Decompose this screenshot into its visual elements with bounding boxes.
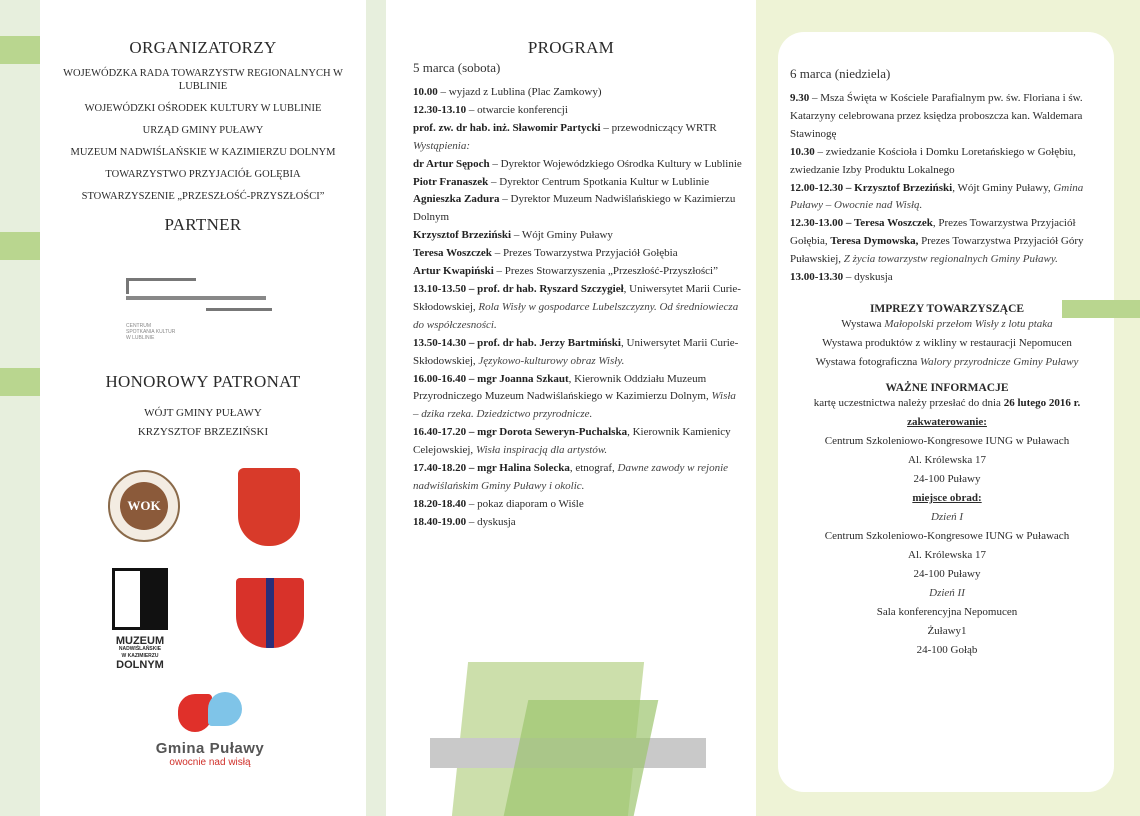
text-segment: 9.30 [790,92,810,104]
day1-heading: 5 marca (sobota) [413,60,501,75]
decor-shape [504,700,659,816]
text-segment: , Kierownik Oddziału Muzeum Przyrodniczego Muzeum Nadwiślańskiego w Kazimierzu Dolnym, [413,372,712,403]
lodging-address [790,432,1104,489]
lodging-title: zakwaterowanie: [907,415,987,428]
program-item [413,424,742,460]
address-line: 24-100 Gołąb [916,643,978,656]
program-item [413,191,742,227]
text-segment: – Dyrektor Muzeum Nadwiślańskiego w Kazimierzu Dolnym [413,193,736,224]
text-segment: 16.40-17.20 – mgr Dorota Seweryn-Puchalska [413,426,628,439]
partner-title: PARTNER [164,215,242,234]
gmina-logo-text: Gmina Puławy [155,740,265,757]
text-segment: – Dyrektor Wojewódzkiego Ośrodka Kultury w Lublinie [489,157,742,170]
info-card [778,32,1114,792]
venue-title: miejsce obrad: [912,491,982,504]
events-title-row [790,303,1104,315]
program-item [413,281,742,335]
program-item [790,90,1104,144]
text-segment: Językowo-kulturowy obraz Wisły. [478,354,625,367]
program-list [413,84,742,532]
address-line: 24-100 Puławy [913,567,981,580]
patron-line: WÓJT GMINY PUŁAWY [144,407,262,419]
text-segment: , Kierownik Kamienicy Celejowskiej, [413,426,731,457]
text-segment: 17.40-18.20 – mgr Halina Solecka [413,462,570,475]
pulawy-coat-of-arms [236,578,304,648]
address-line: Al. Królewska 17 [908,453,986,466]
gmina-slogan: owocnie nad wisłą [169,757,251,768]
text-segment: 16.00-16.40 – mgr Joanna Szkaut [413,372,569,385]
event-item [790,315,1104,334]
text-segment: Prezes Towarzystwa Przyjaciół Góry Puławskiej, [790,235,1084,266]
muzeum-logo-text: DOLNYM [116,659,164,671]
text-segment: – zwiedzanie Kościoła i Domku Loretańskiego w Gołębiu, zwiedzanie Izby Produktu Lokalnego [790,145,1076,176]
text-segment: Wystąpienia: [413,139,471,152]
patron-line: KRZYSZTOF BRZEZIŃSKI [137,426,269,438]
program-item [413,138,742,156]
text-segment: Wystawa [841,317,885,330]
text-segment: 26 lutego 2016 r. [1003,396,1081,409]
text-segment: dr Artur Sępoch [413,157,490,170]
program-item [413,84,742,102]
wok-logo-text: WOK [120,482,168,530]
text-segment: – Prezes Stowarzyszenia „Przeszłość-Przyszłości” [493,265,718,278]
info-title: WAŻNE INFORMACJE [885,381,1009,394]
muzeum-logo [112,568,168,630]
text-segment: , Uniwersytet Marii Curie-Skłodowskiej, [413,336,739,367]
text-segment: 13.50-14.30 – prof. dr hab. Jerzy Bartmiński [413,336,621,349]
text-segment: Teresa Woszczek [413,247,492,260]
organizer: STOWARZYSZENIE „PRZESZŁOŚĆ-PRZYSZŁOŚCI” [81,191,325,202]
csk-logo [126,278,276,354]
program-item [413,227,742,245]
address-line: 24-100 Puławy [913,472,981,485]
text-segment: kartę uczestnictwa należy przesłać do dnia [813,396,1004,409]
text-segment: 13.00-13.30 [790,271,844,284]
address-line: Żuławy1 [927,624,967,637]
info-text [790,394,1104,413]
event-item [790,334,1104,353]
events-list [790,315,1104,372]
gmina-logo-red [178,694,212,732]
program-item [413,156,742,174]
text-segment: Wystawa produktów z wikliny w restauracji Nepomucen [822,336,1072,349]
left-panel [40,0,366,816]
program-item [413,120,742,138]
text-segment: Rola Wisły w gospodarce Lubelszczyzny. Od średniowiecza do współczesności. [413,300,739,331]
text-segment: – dyskusja [466,515,516,528]
text-segment: 13.10-13.50 – prof. dr hab. Ryszard Szczygieł [413,282,624,295]
event-item [790,353,1104,372]
venue1-address [790,527,1104,584]
organizer: WOJEWÓDZKA RADA TOWARZYSTW REGIONALNYCH W LUBLINIE [63,68,343,92]
program-title: PROGRAM [527,38,615,57]
text-segment: , Wójt Gminy Puławy, [952,181,1054,194]
text-segment: Gmina Puławy – Owocnie nad Wisłą. [790,181,1084,212]
wok-logo [108,470,180,542]
text-segment: 18.40-19.00 [413,515,467,528]
text-segment: 10.30 [790,145,815,158]
program-item [413,102,742,120]
venue-day2: Dzień II [929,586,965,599]
csk-logo-text: CENTRUM SPOTKANIA KULTUR W LUBLINIE [126,323,176,341]
text-segment: – pokaz diaporam o Wiśle [466,497,584,510]
program-item [413,514,742,532]
text-segment: Małopolski przełom Wisły z lotu ptaka [884,317,1053,330]
events-title: IMPREZY TOWARZYSZĄCE [869,302,1025,315]
muzeum-logo-text: MUZEUM [115,635,165,647]
gmina-logo-blue [208,692,242,726]
text-segment: – wyjazd z Lublina (Plac Zamkowy) [437,86,602,98]
text-segment: – dyskusja [843,271,893,284]
organizer: MUZEUM NADWIŚLAŃSKIE W KAZIMIERZU DOLNYM [70,147,336,158]
text-segment: – przewodniczący WRTR [600,121,717,134]
text-segment: Wisła – dzika rzeka. Dziedzictwo przyrodnicze. [413,390,736,421]
program-item [413,174,742,192]
decor-tab [1062,300,1140,318]
text-segment: – Prezes Towarzystwa Przyjaciół Gołębia [491,247,678,260]
text-segment: Artur Kwapiński [413,265,494,278]
program-list [790,90,1104,287]
program-item [790,180,1104,216]
text-segment: 12.30-13.10 [413,103,467,116]
program-item [790,215,1104,269]
text-segment: 12.30-13.00 – Teresa Woszczek [790,217,933,230]
organizers-title: ORGANIZATORZY [129,38,277,57]
venue2-address [790,603,1104,660]
address-line: Centrum Szkoleniowo-Kongresowe IUNG w Puławach [824,529,1070,542]
program-item [413,460,742,496]
text-segment: prof. zw. dr hab. inż. Sławomir Partycki [413,121,601,134]
program-item [413,263,742,281]
address-line: Al. Królewska 17 [908,548,986,561]
muzeum-logo-text: NADWIŚLAŃSKIE [118,646,162,652]
program-item [413,371,742,425]
text-segment: – otwarcie konferencji [466,103,568,116]
text-segment: – Wójt Gminy Puławy [511,229,613,242]
organizer: URZĄD GMINY PUŁAWY [142,125,264,136]
organizer: WOJEWÓDZKI OŚRODEK KULTURY W LUBLINIE [84,103,322,114]
address-line: Sala konferencyjna Nepomucen [876,605,1018,618]
text-segment: , Uniwersytet Marii Curie-Skłodowskiej, [413,282,741,313]
text-segment: 12.00-12.30 – Krzysztof Brzeziński [790,181,953,194]
address-line: Centrum Szkoleniowo-Kongresowe IUNG w Puławach [824,434,1070,447]
venue-day1: Dzień I [930,510,964,523]
program-item [413,245,742,263]
right-panel [756,0,1140,816]
text-segment: Walory przyrodnicze Gminy Puławy [920,355,1079,368]
program-item [790,144,1104,180]
text-segment: , Prezes Towarzystwa Przyjaciół Gołębia, [790,217,1076,248]
program-item [413,496,742,514]
text-segment: Wystawa fotograficzna [815,355,921,368]
text-segment: Z życia towarzystw regionalnych Gminy Puławy. [843,253,1058,266]
program-panel [386,0,756,816]
organizers-list [40,67,366,203]
program-item [413,335,742,371]
program-item [790,269,1104,287]
patron-title: HONOROWY PATRONAT [105,372,301,391]
organizer: TOWARZYSTWO PRZYJACIÓŁ GOLĘBIA [105,169,301,180]
text-segment: Krzysztof Brzeziński [413,229,512,242]
text-segment: Teresa Dymowska, [830,235,919,248]
text-segment: Wisła inspiracją dla artystów. [475,444,608,457]
text-segment: 18.20-18.40 [413,497,467,510]
text-segment: Piotr Franaszek [413,175,489,188]
text-segment: – Msza Święta w Kościele Parafialnym pw. św. Floriana i św. Katarzyny celebrowana przez księdza proboszcza kan. Waldemara Stawinogę [790,92,1083,140]
text-segment: – Dyrektor Centrum Spotkania Kultur w Lublinie [488,175,710,188]
text-segment: Agnieszka Zadura [413,193,500,206]
text-segment: 10.00 [413,86,438,98]
text-segment: , etnograf, [569,462,618,475]
day2-heading: 6 marca (niedziela) [790,66,891,81]
lublin-coat-of-arms [238,468,300,546]
text-segment: Dawne zawody w rejonie nadwiślańskim Gminy Puławy i okolic. [413,462,729,492]
muzeum-logo-text: W KAZIMIERZU [121,653,159,659]
info-line [790,394,1104,413]
